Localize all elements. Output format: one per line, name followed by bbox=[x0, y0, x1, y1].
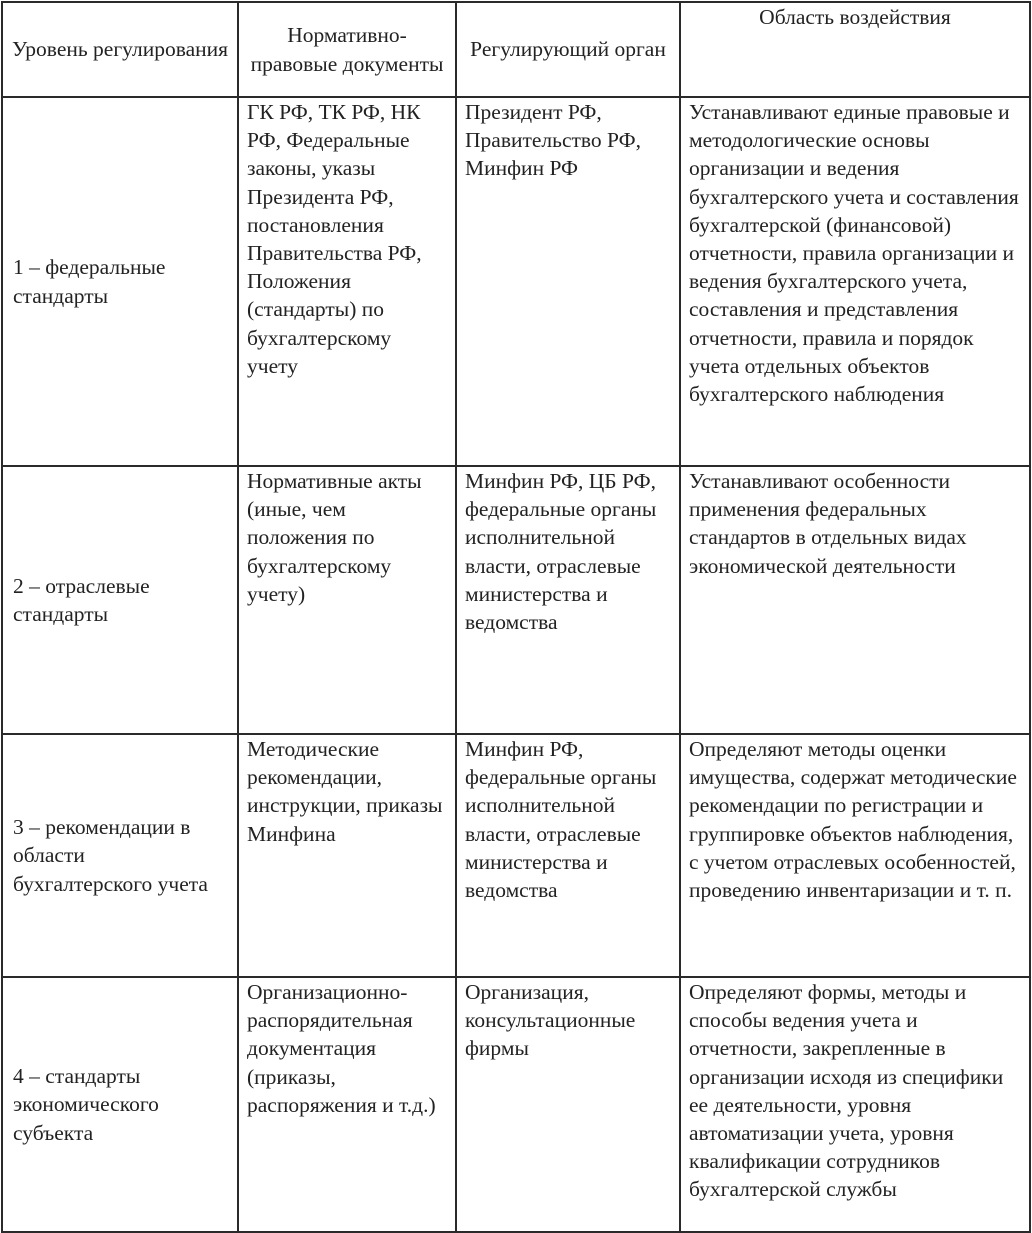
header-authority: Регулирующий орган bbox=[456, 2, 680, 97]
scope-cell: Определяют методы оценки имущества, содержат методические рекомендации по регистрации и группировке объектов наблюдения, с учетом отраслевых особенностей, проведению инвентаризации и т. п. bbox=[680, 734, 1030, 977]
table-row bbox=[2, 734, 1030, 977]
scope-cell: Устанавливают особенности применения федеральных стандартов в отдельных видах экономической деятельности bbox=[680, 466, 1030, 734]
table-row bbox=[2, 977, 1030, 1232]
table-row bbox=[2, 466, 1030, 734]
level-cell: 2 – отраслевые стандарты bbox=[2, 466, 238, 734]
scope-cell: Устанавливают единые правовые и методологические основы организации и ведения бухгалтерского учета и составления бухгалтерской (финансовой) отчетности, правила организации и ведения бухгалтерского учета, составления и представления отчетности, правила и порядок учета отдельных объектов бухгалтерского наблюдения bbox=[680, 97, 1030, 466]
documents-cell: ГК РФ, ТК РФ, НК РФ, Федеральные законы, указы Президента РФ, постановления Правительства РФ, Положения (стандарты) по бухгалтерскому учету bbox=[238, 97, 456, 466]
documents-cell: Организационно-распорядительная документация (приказы, распоряжения и т.д.) bbox=[238, 977, 456, 1232]
header-level: Уровень регулирования bbox=[2, 2, 238, 97]
authority-cell: Организация, консультационные фирмы bbox=[456, 977, 680, 1232]
level-cell: 4 – стандарты экономического субъекта bbox=[2, 977, 238, 1232]
authority-cell: Президент РФ, Правительство РФ, Минфин РФ bbox=[456, 97, 680, 466]
level-cell: 1 – федеральные стандарты bbox=[2, 97, 238, 466]
scope-cell: Определяют формы, методы и способы ведения учета и отчетности, закрепленные в организации исходя из специфики ее деятельности, уровня автоматизации учета, уровня квалификации сотрудников бухгалтерской службы bbox=[680, 977, 1030, 1232]
header-scope: Область воздействия bbox=[680, 2, 1030, 97]
documents-cell: Методические рекомендации, инструкции, приказы Минфина bbox=[238, 734, 456, 977]
documents-cell: Нормативные акты (иные, чем положения по бухгалтерскому учету) bbox=[238, 466, 456, 734]
authority-cell: Минфин РФ, федеральные органы исполнительной власти, отраслевые министерства и ведомства bbox=[456, 734, 680, 977]
authority-cell: Минфин РФ, ЦБ РФ, федеральные органы исполнительной власти, отраслевые министерства и ведомства bbox=[456, 466, 680, 734]
accounting-regulation-table bbox=[1, 1, 1031, 1233]
header-documents: Нормативно-правовые документы bbox=[238, 2, 456, 97]
header-row bbox=[2, 2, 1030, 97]
table-row bbox=[2, 97, 1030, 466]
level-cell: 3 – рекомендации в области бухгалтерского учета bbox=[2, 734, 238, 977]
